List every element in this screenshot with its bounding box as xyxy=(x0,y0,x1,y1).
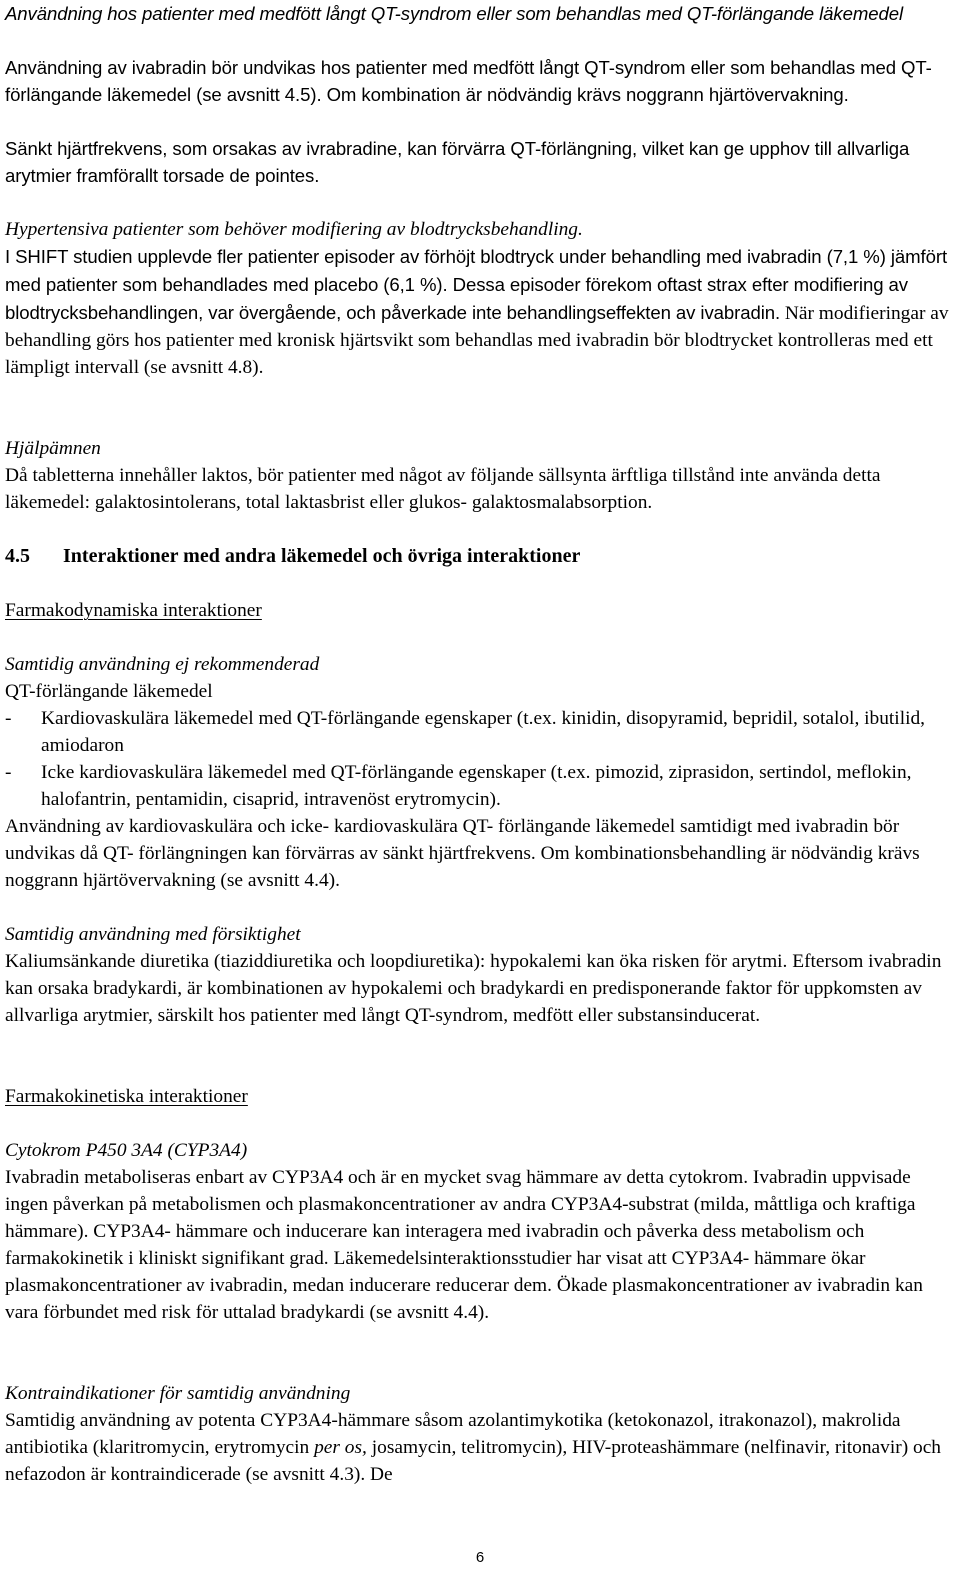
shift-study-text: I SHIFT studien upplevde fler patienter episoder av förhöjt blodtryck under behandling med ivabradin (7,1 %) jämfört med patienter som behandlades med placebo (6,1 %). xyxy=(5,246,948,295)
warning-body-heart-rate: Sänkt hjärtfrekvens, som orsakas av ivrabradine, kan förvärra QT-förlängning, vilket kan ge upphov till allvarliga arytmier framförallt torsade de pointes. xyxy=(5,138,910,186)
cardiovascular-drugs-text: Kardiovaskulära läkemedel med QT-förlängande egenskaper (t.ex. kinidin, disopyramid, bepridil, sotalol, ibutilid, amiodaron xyxy=(41,708,926,756)
qt-drugs-subtitle: QT-förlängande läkemedel xyxy=(5,681,213,702)
caution-title: Samtidig användning med försiktighet xyxy=(5,924,301,945)
excipients-body: Då tabletterna innehåller laktos, bör patienter med något av följande sällsynta ärftliga tillstånd inte använda detta läkemedel: galaktosintolerans, total laktasbrist eller glukos- galaktosmalabsorption. xyxy=(5,465,881,513)
warning-body-long-qt: Användning av ivabradin bör undvikas hos patienter med medfött långt QT-syndrom eller som behandlas med QT-förlängande läkemedel (se avsnitt 4.5). Om kombination är nödvändig krävs noggrann hjärtövervakning. xyxy=(5,57,932,105)
non-cardiovascular-drugs-text: Icke kardiovaskulära läkemedel med QT-förlängande egenskaper (t.ex. pimozid, ziprasidon, sertindol, meflokin, halofantrin, pentamidin, cisaprid, intravenöst erytromycin). xyxy=(41,762,912,810)
section-number: 4.5 xyxy=(5,545,30,567)
section-heading xyxy=(5,543,580,570)
not-recommended-title: Samtidig användning ej rekommenderad xyxy=(5,654,320,675)
list-item xyxy=(5,759,957,813)
modification-text: När modifieringar av behandling görs hos patienter med kronisk hjärtsvikt som behandlas med ivabradin bör blodtrycket kontrolleras med ett lämpligt intervall (se avsnitt 4.8). xyxy=(5,303,949,378)
warning-title-hypertension: Hypertensiva patienter som behöver modifiering av blodtrycksbehandling. xyxy=(5,219,583,240)
page-number: 6 xyxy=(475,1549,485,1566)
contraindications-text-a: Samtidig användning av potenta CYP3A4-hämmare såsom azolantimykotika (ketokonazol, itrakonazol), makrolida antibiotika (klaritromycin, erytromycin xyxy=(5,1410,901,1458)
pharmacokinetic-title: Farmakokinetiska interaktioner xyxy=(5,1086,248,1107)
list-item xyxy=(5,705,957,759)
list-dash: - xyxy=(5,762,12,783)
contraindications-text-per-os: per os, xyxy=(314,1437,367,1458)
contraindications-body xyxy=(5,1407,957,1488)
qt-combination-body: Användning av kardiovaskulära och icke- kardiovaskulära QT- förlängande läkemedel samtidigt med ivabradin bör undvikas då QT- förlängningen kan förvärras av sänkt hjärtfrekvens. Om kombinationsbehandling är nödvändig krävs noggrann hjärtövervakning (se avsnitt 4.4). xyxy=(5,816,920,891)
cyp3a4-body: Ivabradin metaboliseras enbart av CYP3A4 och är en mycket svag hämmare av detta cytokrom. Ivabradin uppvisade ingen påverkan på metabolismen och plasmakoncentrationer av andra CYP3A4-substrat (milda, måttliga och kraftiga hämmare). CYP3A4- hämmare och inducerare kan interagera med ivabradin och påverka dess metabolism och farmakokinetik i kliniskt signifikant grad. Läkemedelsinteraktionsstudier har visat att CYP3A4- hämmare ökar plasmakoncentrationer av ivabradin, medan inducerare reducerar dem. Ökade plasmakoncentrationer av ivabradin kan vara förbundet med risk för uttalad bradykardi (se avsnitt 4.4). xyxy=(5,1167,923,1323)
list-dash: - xyxy=(5,708,12,729)
caution-body: Kaliumsänkande diuretika (tiaziddiuretika och loopdiuretika): hypokalemi kan öka risken för arytmi. Eftersom ivabradin kan orsaka bradykardi, är kombinationen av hypokalemi och bradykardi en predisponerande faktor för uppkomsten av allvarliga arytmier, särskilt hos patienter med långt QT-syndrom, medfött eller substansinducerat. xyxy=(5,951,942,1026)
contraindications-text-b: josamycin, telitromycin), HIV-proteashämmare (nelfinavir, ritonavir) och nefazodon är kontraindicerade (se avsnitt 4.3). De xyxy=(5,1437,942,1485)
warning-title-long-qt: Användning hos patienter med medfött långt QT-syndrom eller som behandlas med QT-förlängande läkemedel xyxy=(5,3,903,24)
contraindications-title: Kontraindikationer för samtidig användning xyxy=(5,1383,351,1404)
section-title: Interaktioner med andra läkemedel och övriga interaktioner xyxy=(63,545,581,567)
excipients-title: Hjälpämnen xyxy=(5,438,101,459)
cyp3a4-title: Cytokrom P450 3A4 (CYP3A4) xyxy=(5,1140,248,1161)
warning-body-hypertension xyxy=(5,243,957,381)
pharmacodynamic-title: Farmakodynamiska interaktioner xyxy=(5,600,262,621)
episodes-text: Dessa episoder förekom oftast strax efter modifiering av blodtrycksbehandlingen, var övergående, och påverkade inte behandlingseffekten av ivabradin. xyxy=(5,274,908,323)
